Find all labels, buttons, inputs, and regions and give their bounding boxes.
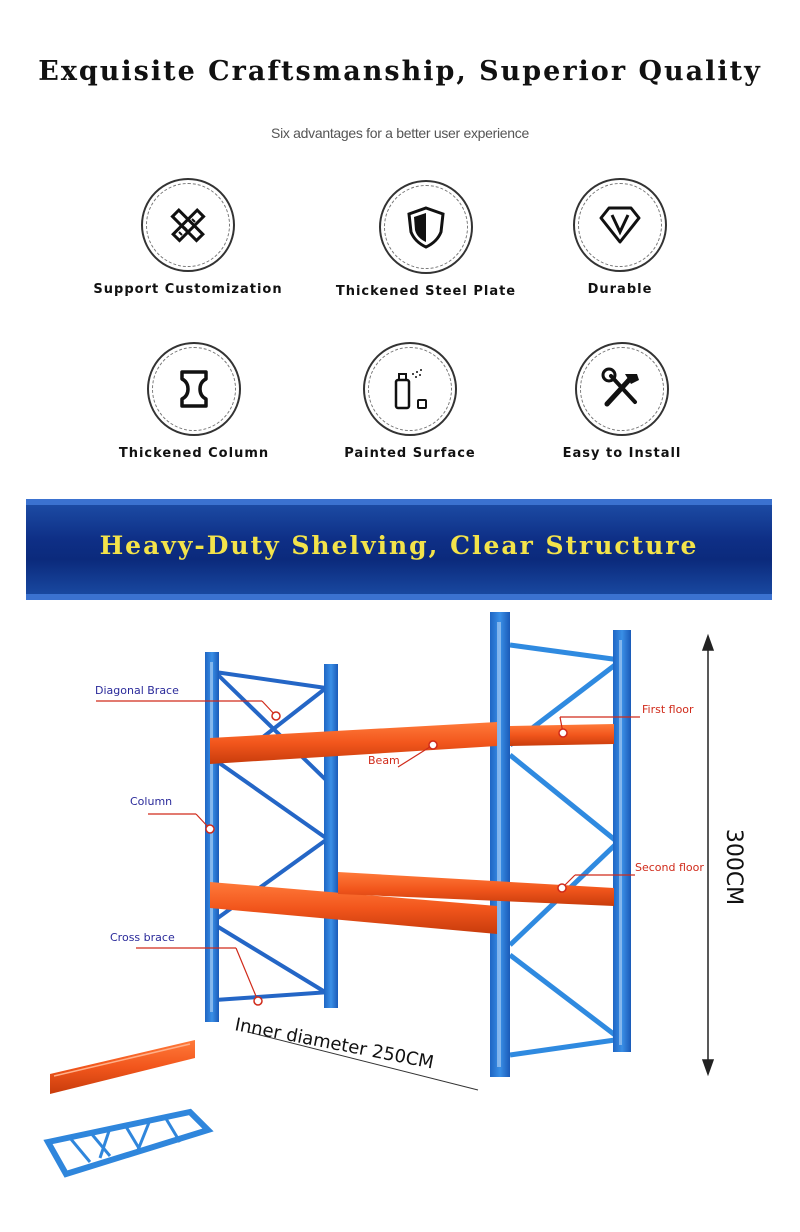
feature-durable	[520, 178, 720, 297]
left-frame-braces	[215, 672, 330, 1000]
height-dimension	[703, 636, 713, 1074]
shelving-diagram	[0, 605, 800, 1232]
label-inner-diameter: Inner diameter 250CM	[233, 1014, 436, 1074]
feature-label: Support Customization	[93, 282, 283, 297]
ruler-pencil-icon	[165, 202, 211, 248]
feature-label: Painted Surface	[344, 446, 476, 461]
column-icon	[171, 366, 217, 412]
feature-label: Durable	[587, 282, 653, 297]
column-holes	[210, 622, 622, 1067]
feature-circle	[575, 342, 669, 436]
label-diagonal-brace: Diagonal Brace	[95, 684, 179, 697]
page-subtitle: Six advantages for a better user experience	[271, 125, 529, 141]
feature-circle	[379, 180, 473, 274]
section-banner	[26, 499, 772, 600]
label-cross-brace: Cross brace	[110, 931, 175, 944]
feature-thickened-column	[94, 342, 294, 461]
right-frame-braces	[510, 645, 620, 1055]
feature-easy-to-install	[522, 342, 722, 461]
label-beam: Beam	[368, 754, 400, 767]
feature-label: Thickened Steel Plate	[335, 284, 517, 299]
label-height: 300CM	[721, 828, 746, 906]
spray-can-icon	[387, 366, 433, 412]
feature-circle	[573, 178, 667, 272]
label-second-floor: Second floor	[635, 861, 704, 874]
shield-icon	[403, 204, 449, 250]
feature-label: Thickened Column	[118, 446, 270, 461]
feature-label: Easy to Install	[562, 446, 682, 461]
page-title: Exquisite Craftsmanship, Superior Quality	[38, 56, 762, 87]
feature-support-customization	[88, 178, 288, 297]
feature-thickened-steel-plate	[326, 180, 526, 299]
banner-title: Heavy-Duty Shelving, Clear Structure	[99, 531, 699, 560]
tools-icon	[599, 366, 645, 412]
left-back-column	[324, 664, 338, 1008]
label-column: Column	[130, 795, 173, 808]
feature-circle	[363, 342, 457, 436]
feature-circle	[147, 342, 241, 436]
label-first-floor: First floor	[642, 703, 694, 716]
diamond-icon	[597, 202, 643, 248]
loose-frame-part	[48, 1112, 208, 1174]
feature-painted-surface	[310, 342, 510, 461]
loose-beam-part	[50, 1040, 195, 1094]
upper-front-beam	[210, 722, 497, 764]
feature-circle	[141, 178, 235, 272]
